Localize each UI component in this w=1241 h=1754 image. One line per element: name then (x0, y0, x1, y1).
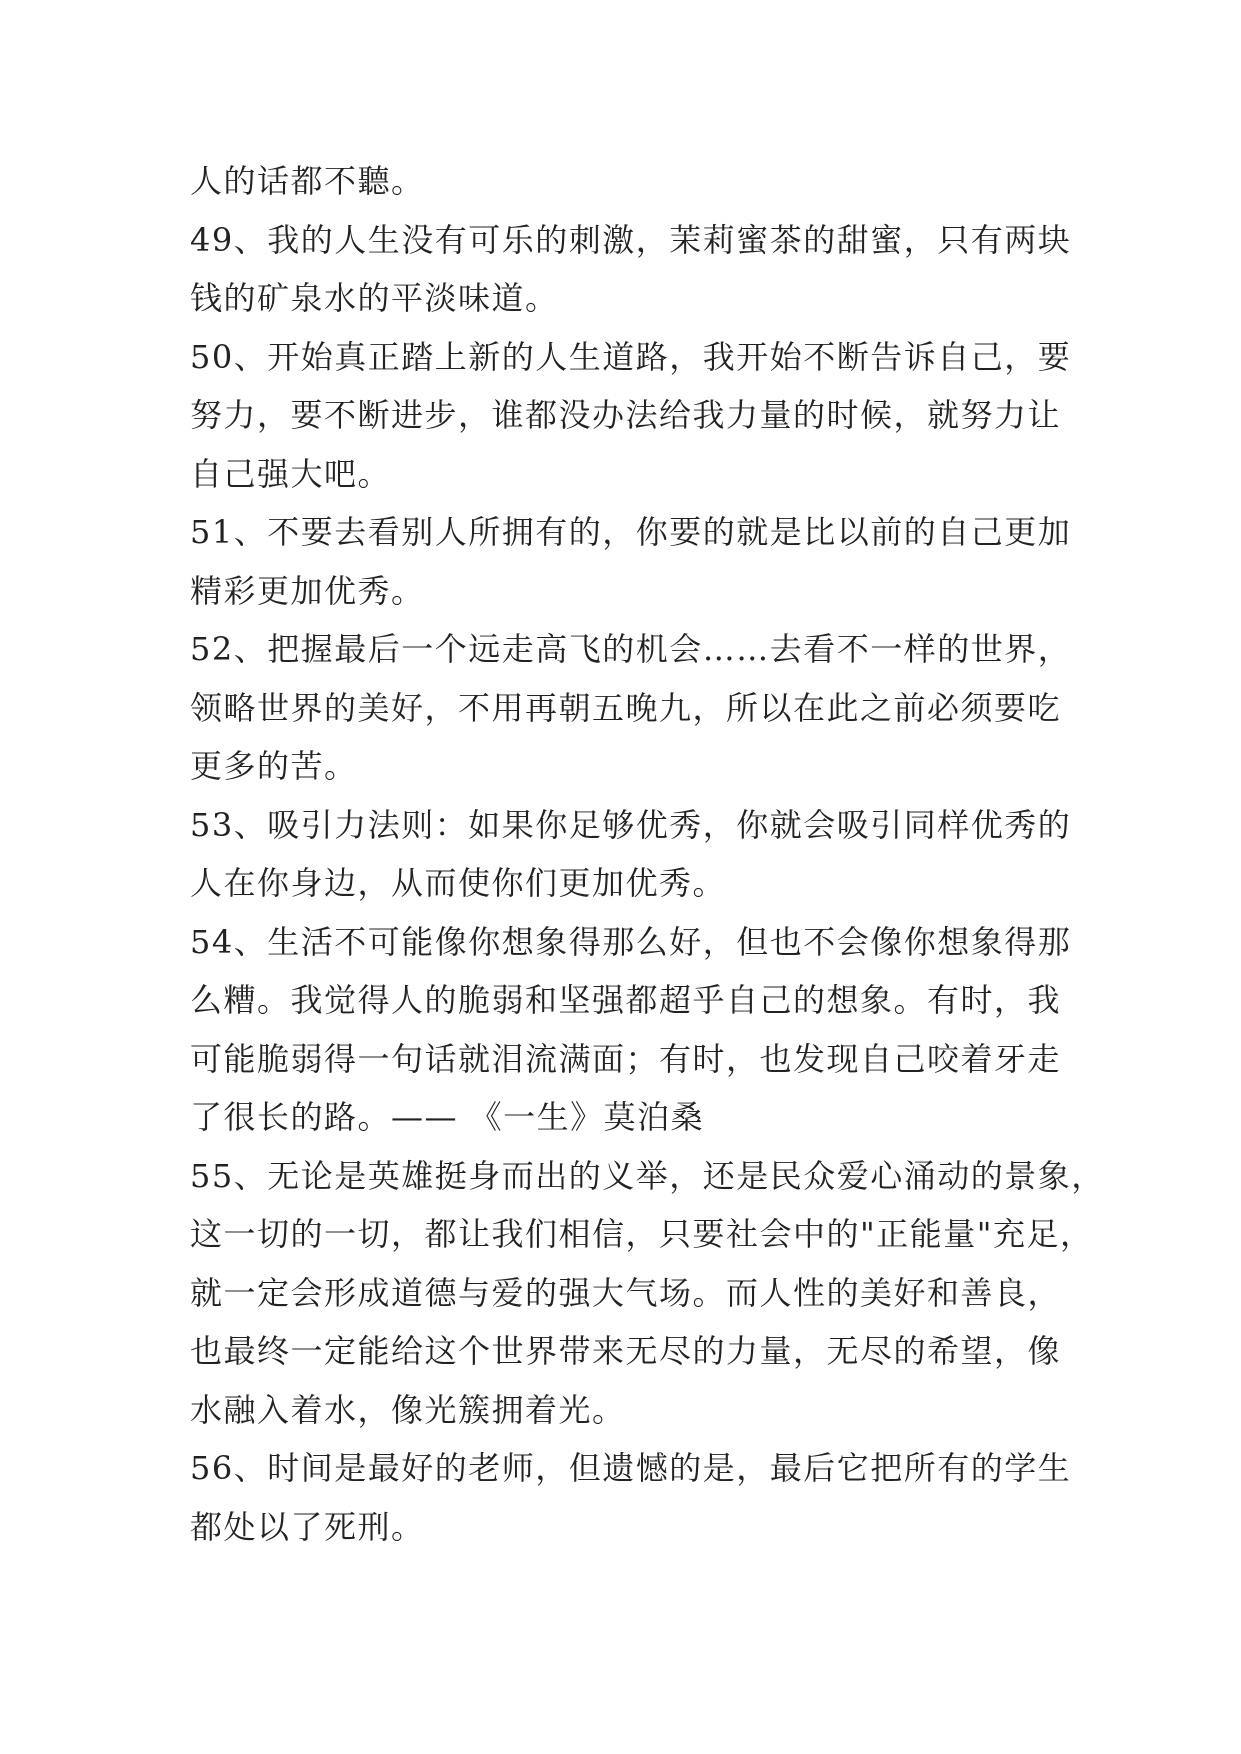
text-line: 可能脆弱得一句话就泪流满面；有时，也发现自己咬着牙走 (190, 1039, 1062, 1078)
text-line: 54、生活不可能像你想象得那么好，但也不会像你想象得那 (190, 922, 1072, 961)
document-body (190, 152, 1105, 1556)
text-line: 这一切的一切，都让我们相信，只要社会中的"正能量"充足， (190, 1215, 1094, 1253)
text-line: 53、吸引力法则：如果你足够优秀，你就会吸引同样优秀的 (190, 805, 1072, 844)
text-line: 人的话都不聽。 (190, 162, 425, 200)
text-line: 努力，要不断进步，谁都没办法给我力量的时候，就努力让 (190, 396, 1062, 434)
text-line: 52、把握最后一个远走高飞的机会……去看不一样的世界， (190, 630, 1072, 668)
text-line: 么糟。我觉得人的脆弱和坚强都超乎自己的想象。有时，我 (190, 981, 1062, 1019)
text-line: 自己强大吧。 (190, 454, 392, 493)
text-line: 了很长的路。—— 《一生》莫泊桑 (190, 1098, 705, 1136)
text-line: 55、无论是英雄挺身而出的义举，还是民众爱心涌动的景象， (190, 1156, 1105, 1195)
text-line: 56、时间是最好的老师，但遗憾的是，最后它把所有的学生 (190, 1449, 1072, 1487)
text-line: 50、开始真正踏上新的人生道路，我开始不断告诉自己，要 (190, 337, 1072, 376)
text-line: 都处以了死刑。 (190, 1507, 425, 1546)
text-line: 水融入着水，像光簇拥着光。 (190, 1390, 626, 1429)
text-line: 领略世界的美好，不用再朝五晚九，所以在此之前必须要吃 (190, 688, 1062, 727)
text-line: 49、我的人生没有可乐的刺激，茉莉蜜茶的甜蜜，只有两块 (190, 220, 1072, 259)
text-line: 精彩更加优秀。 (190, 571, 425, 610)
text-line: 更多的苦。 (190, 747, 358, 785)
text-line: 钱的矿泉水的平淡味道。 (190, 279, 559, 317)
text-line: 51、不要去看别人所拥有的，你要的就是比以前的自己更加 (190, 513, 1072, 551)
text-line: 就一定会形成道德与爱的强大气场。而人性的美好和善良， (190, 1273, 1062, 1312)
text-line: 人在你身边，从而使你们更加优秀。 (190, 864, 727, 902)
text-line: 也最终一定能给这个世界带来无尽的力量，无尽的希望，像 (190, 1332, 1062, 1370)
